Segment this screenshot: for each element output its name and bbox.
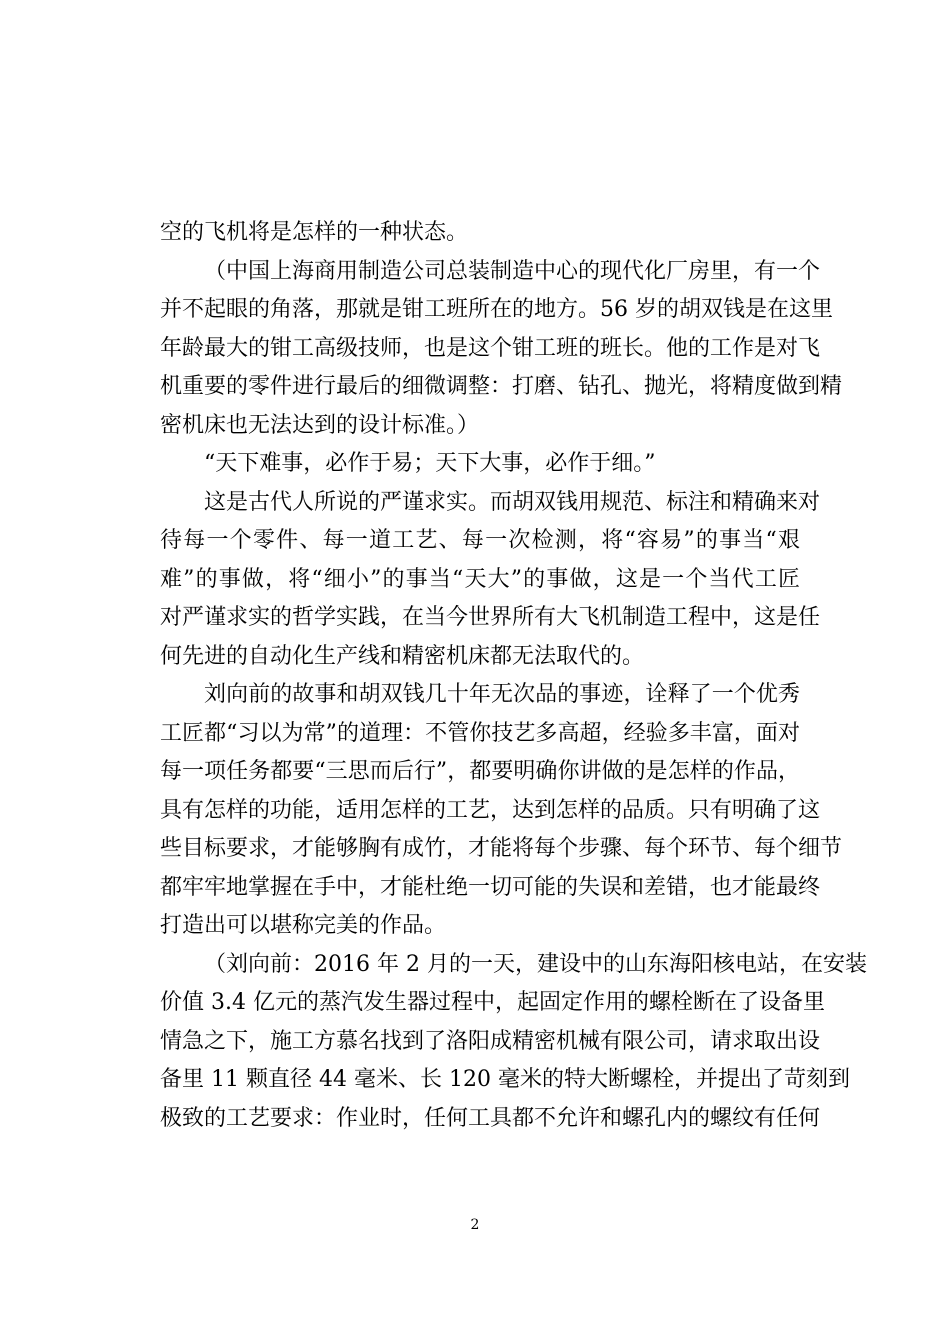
text-line: 刘向前的故事和胡双钱几十年无次品的事迹，诠释了一个优秀 (204, 682, 800, 707)
text-line: 空的飞机将是怎样的一种状态。 (160, 220, 469, 245)
text-line: 价值 3.4 亿元的蒸汽发生器过程中，起固定作用的螺栓断在了设备里 (160, 990, 825, 1015)
text-line: （中国上海商用制造公司总装制造中心的现代化厂房里，有一个 (204, 258, 821, 284)
text-line: 备里 11 颗直径 44 毫米、长 120 毫米的特大断螺栓，并提出了苛刻到 (160, 1067, 850, 1092)
text-line: 这是古代人所说的严谨求实。而胡双钱用规范、标注和精确来对 (204, 489, 821, 515)
text-line: 打造出可以堪称完美的作品。 (160, 913, 447, 938)
text-line: 每一项任务都要“三思而后行”，都要明确你讲做的是怎样的作品， (160, 759, 800, 784)
text-line: 年龄最大的钳工高级技师，也是这个钳工班的班长。他的工作是对飞 (160, 335, 821, 361)
body-text (160, 214, 867, 1138)
text-line: 机重要的零件进行最后的细微调整：打磨、钻孔、抛光，将精度做到精 (160, 374, 843, 399)
text-line: 极致的工艺要求：作业时，任何工具都不允许和螺孔内的螺纹有任何 (160, 1105, 821, 1131)
text-line: 工匠都“习以为常”的道理：不管你技艺多高超，经验多丰富，面对 (160, 720, 800, 746)
text-line: 并不起眼的角落，那就是钳工班所在的地方。56 岁的胡双钱是在这里 (160, 297, 833, 322)
text-line: “天下难事，必作于易；天下大事，必作于细。” (204, 451, 656, 476)
text-line: （刘向前：2016 年 2 月的一天，建设中的山东海阳核电站，在安装 (204, 951, 867, 977)
text-line: 情急之下，施工方慕名找到了洛阳成精密机械有限公司，请求取出设 (160, 1028, 821, 1054)
text-line: 对严谨求实的哲学实践，在当今世界所有大飞机制造工程中，这是任 (160, 605, 821, 630)
text-line: 些目标要求，才能够胸有成竹，才能将每个步骤、每个环节、每个细节 (160, 836, 843, 861)
text-line: 何先进的自动化生产线和精密机床都无法取代的。 (160, 643, 645, 669)
text-line: 具有怎样的功能，适用怎样的工艺，达到怎样的品质。只有明确了这 (160, 797, 821, 823)
page-number: 2 (470, 1217, 480, 1233)
text-line: 待每一个零件、每一道工艺、每一次检测，将“容易”的事当“艰 (160, 528, 800, 553)
text-line: 都牢牢地掌握在手中，才能杜绝一切可能的失误和差错，也才能最终 (160, 874, 821, 900)
text-line: 难”的事做，将“细小”的事当“天大”的事做，这是一个当代工匠 (160, 566, 800, 592)
text-line: 密机床也无法达到的设计标准。） (160, 412, 480, 438)
